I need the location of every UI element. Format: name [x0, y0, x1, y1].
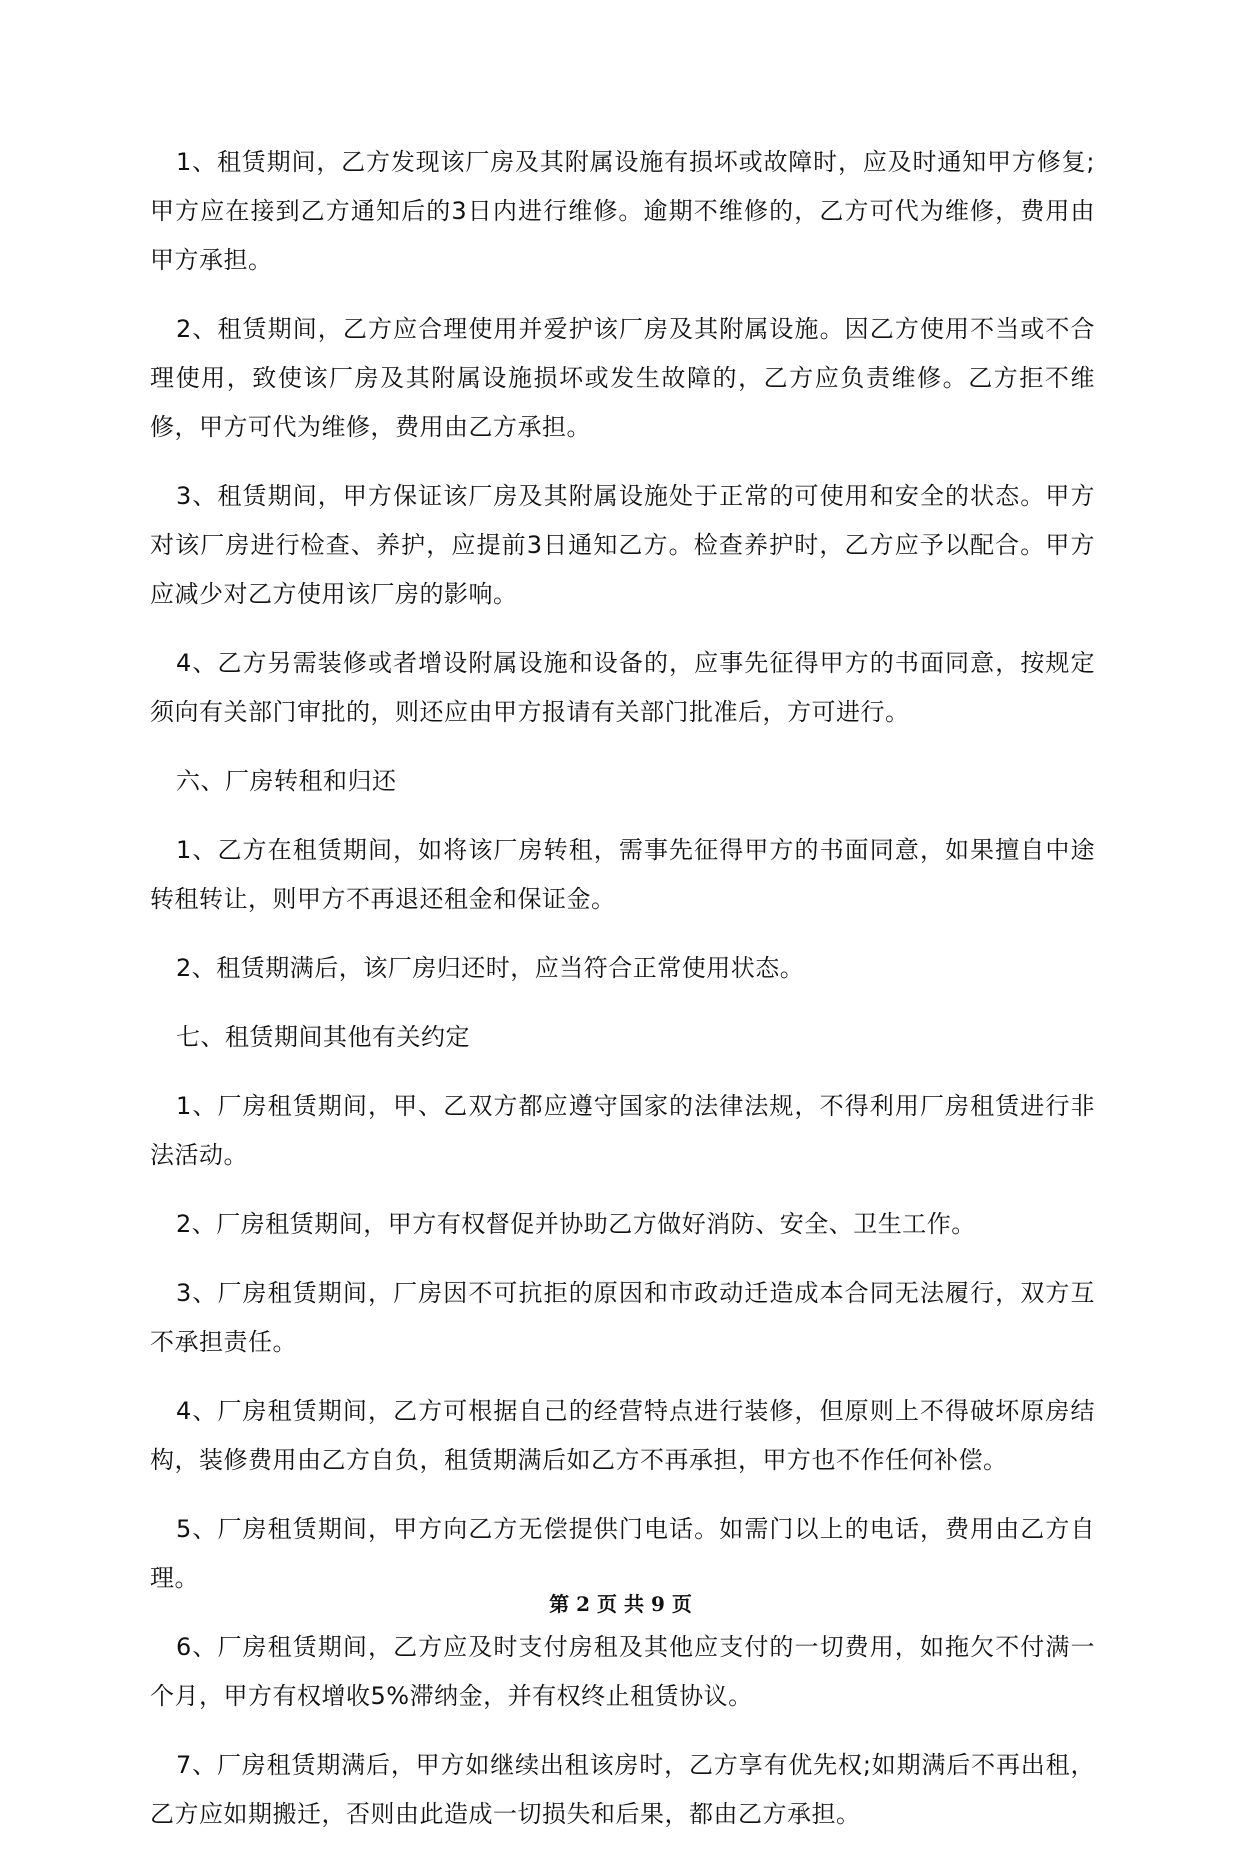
clause-late-payment: 6、厂房租赁期间，乙方应及时支付房租及其他应支付的一切费用，如拖欠不付满一个月，甲方有权增收5%滞纳金，并有权终止租赁协议。	[150, 1633, 1095, 1710]
page-number-footer: 第 2 页 共 9 页	[549, 1592, 692, 1616]
clause-renovation: 4、乙方另需装修或者增设附属设施和设备的，应事先征得甲方的书面同意，按规定须向有关部门审批的，则还应由甲方报请有关部门批准后，方可进行。	[150, 649, 1095, 726]
clause-renewal-priority: 7、厂房租赁期满后，甲方如继续出租该房时，乙方享有优先权;如期满后不再出租，乙方应如期搬迁，否则由此造成一切损失和后果，都由乙方承担。	[150, 1751, 1095, 1828]
clause-return: 2、租赁期满后，该厂房归还时，应当符合正常使用状态。	[176, 954, 805, 982]
clause-proper-use: 2、租赁期间，乙方应合理使用并爱护该厂房及其附属设施。因乙方使用不当或不合理使用，致使该厂房及其附属设施损坏或发生故障的，乙方应负责维修。乙方拒不维修，甲方可代为维修，费用由乙方承担。	[150, 315, 1095, 441]
clause-safety-guarantee: 3、租赁期间，甲方保证该厂房及其附属设施处于正常的可使用和安全的状态。甲方对该厂房进行检查、养护，应提前3日通知乙方。检查养护时，乙方应予以配合。甲方应减少对乙方使用该厂房的影响。	[150, 482, 1095, 608]
clause-legal-compliance: 1、厂房租赁期间，甲、乙双方都应遵守国家的法律法规，不得利用厂房租赁进行非法活动。	[150, 1092, 1095, 1169]
clause-force-majeure: 3、厂房租赁期间，厂房因不可抗拒的原因和市政动迁造成本合同无法履行，双方互不承担责任。	[150, 1279, 1095, 1356]
clause-telephone: 5、厂房租赁期间，甲方向乙方无偿提供门电话。如需门以上的电话，费用由乙方自理。	[150, 1515, 1095, 1592]
clause-fire-safety: 2、厂房租赁期间，甲方有权督促并协助乙方做好消防、安全、卫生工作。	[176, 1210, 976, 1238]
clause-decoration: 4、厂房租赁期间，乙方可根据自己的经营特点进行装修，但原则上不得破坏原房结构，装修费用由乙方自负，租赁期满后如乙方不再承担，甲方也不作任何补偿。	[150, 1397, 1095, 1474]
clause-sublease: 1、乙方在租赁期间，如将该厂房转租，需事先征得甲方的书面同意，如果擅自中途转租转让，则甲方不再退还租金和保证金。	[150, 836, 1095, 913]
clause-repair-notice: 1、租赁期间，乙方发现该厂房及其附属设施有损坏或故障时，应及时通知甲方修复;甲方应在接到乙方通知后的3日内进行维修。逾期不维修的，乙方可代为维修，费用由甲方承担。	[150, 148, 1095, 274]
section-heading-other: 七、租赁期间其他有关约定	[176, 1023, 470, 1051]
section-heading-sublease: 六、厂房转租和归还	[176, 767, 397, 795]
